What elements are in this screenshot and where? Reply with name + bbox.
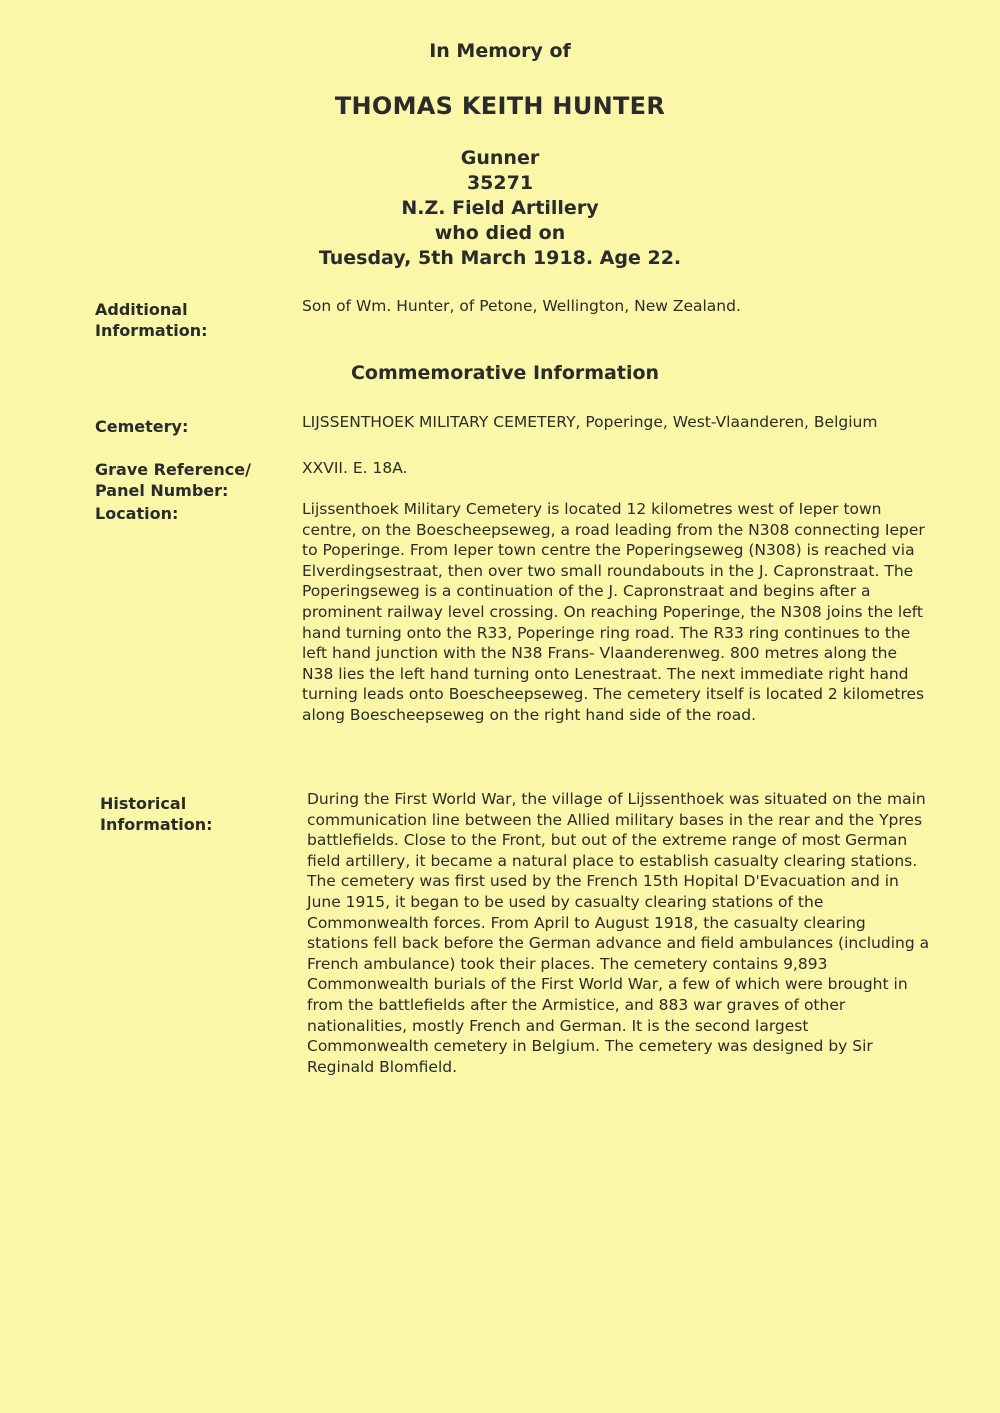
died-on-text: who died on (434, 222, 566, 244)
in-memory-heading: In Memory of (429, 40, 571, 62)
location-value: Lijssenthoek Military Cemetery is located 12 kilometres west of Ieper town centre, on the Boescheepseweg, a road leading from the N308 connecting Ieper to Poperinge. From Ieper town centre the Poperingseweg (N308) is reached via Elverdingsestraat, then over two small roundabouts in the J. Capronstraat. The Poperingseweg is a continuation of the J. Capronstraat and begins after a prominent railway level crossing. On reaching Poperinge, the N308 joins the left hand turning onto the R33, Poperinge ring road. The R33 ring continues to the left hand junction with the N38 Frans- Vlaanderenweg. 800 metres along the N38 lies the left hand turning onto Lenestraat. The next immediate right hand turning leads onto Boescheepseweg. The cemetery itself is located 2 kilometres along Boescheepseweg on the right hand side of the road. (302, 500, 925, 724)
additional-info-label: Additional Information: (95, 300, 208, 340)
death-date-age: Tuesday, 5th March 1918. Age 22. (318, 247, 682, 269)
unit: N.Z. Field Artillery (401, 197, 599, 219)
cemetery-value: LIJSSENTHOEK MILITARY CEMETERY, Poperinge, West-Vlaanderen, Belgium (302, 413, 878, 431)
commemorative-heading: Commemorative Information (350, 362, 660, 384)
location-label: Location: (95, 504, 179, 523)
historical-info-value: During the First World War, the village of Lijssenthoek was situated on the main communication line between the Allied military bases in the rear and the Ypres battlefields. Close to the Front, but out of the extreme range of most German field artillery, it became a natural place to establish casualty clearing stations. The cemetery was first used by the French 15th Hopital D'Evacuation and in June 1915, it began to be used by casualty clearing stations of the Commonwealth forces. From April to August 1918, the casualty clearing stations fell back before the German advance and field ambulances (including a French ambulance) took their places. The cemetery contains 9,893 Commonwealth burials of the First World War, a few of which were brought in from the battlefields after the Armistice, and 883 war graves of other nationalities, mostly French and German. It is the second largest Commonwealth cemetery in Belgium. The cemetery was designed by Sir Reginald Blomfield. (307, 790, 930, 1076)
soldier-name: THOMAS KEITH HUNTER (334, 92, 666, 120)
service-details (0, 146, 1000, 271)
historical-info-label: Historical Information: (100, 794, 213, 834)
cemetery-label: Cemetery: (95, 417, 189, 436)
grave-reference-value: XXVII. E. 18A. (302, 459, 408, 477)
service-number: 35271 (466, 172, 534, 194)
grave-reference-label: Grave Reference/ Panel Number: (95, 460, 251, 500)
additional-info-text: Son of Wm. Hunter, of Petone, Wellington, New Zealand. (302, 297, 741, 315)
rank: Gunner (460, 147, 540, 169)
